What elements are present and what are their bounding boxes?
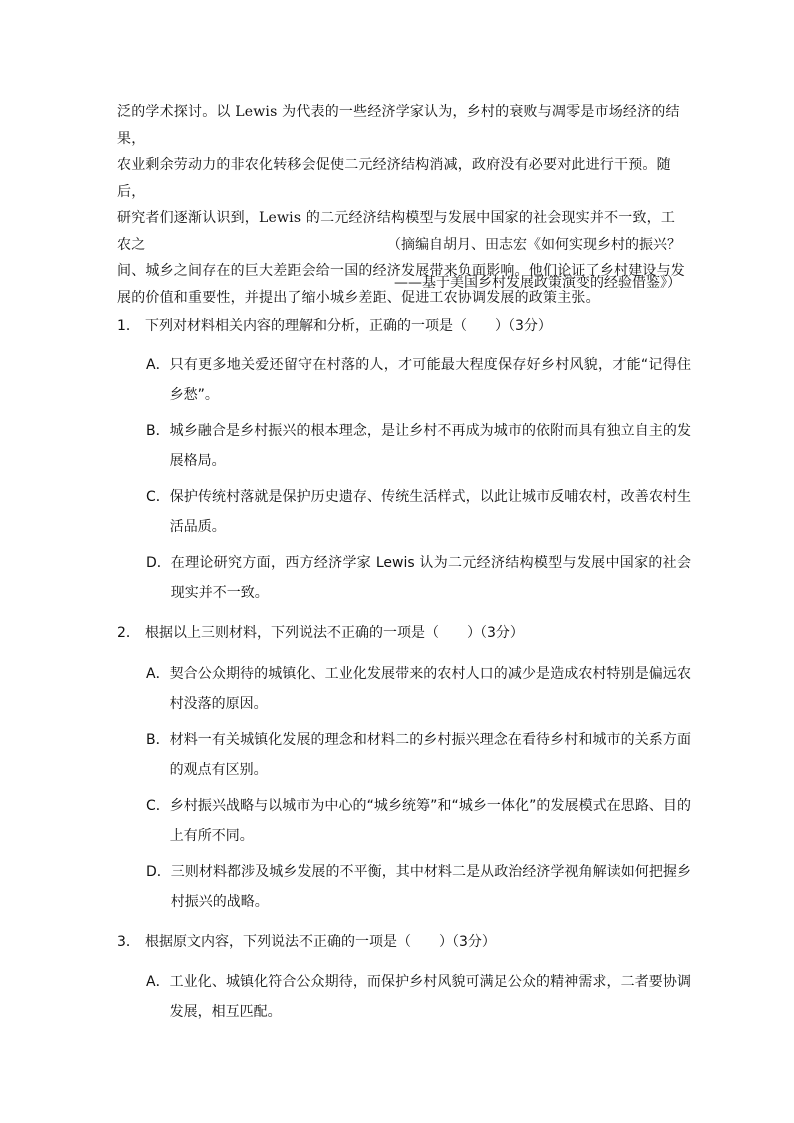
question-score: （3分） — [445, 934, 496, 950]
option-c[interactable] — [146, 791, 691, 851]
question-number: 3． — [117, 934, 140, 950]
option-text: 保护传统村落就是保护历史遗存、传统生活样式，以此让城市反哺农村，改善农村生活品质。 — [169, 489, 691, 535]
question-score: （3分） — [501, 318, 552, 334]
option-text: 材料一有关城镇化发展的理念和材料二的乡村振兴理念在看待乡村和城市的关系方面的观点有区别。 — [169, 732, 691, 778]
option-b[interactable] — [146, 725, 691, 785]
answer-blank[interactable]: （ ） — [397, 934, 453, 950]
option-letter: B． — [146, 423, 170, 439]
option-a[interactable] — [146, 967, 691, 1027]
question-number: 1． — [117, 318, 140, 334]
option-a[interactable] — [146, 659, 691, 719]
option-letter: A． — [146, 974, 170, 990]
option-letter: C． — [146, 798, 170, 814]
option-letter: C． — [146, 489, 170, 505]
option-d[interactable] — [146, 857, 691, 917]
passage-line: 展的价值和重要性，并提出了缩小城乡差距、促进工农协调发展的政策主张。 — [117, 289, 600, 306]
option-letter: B． — [146, 732, 170, 748]
option-text: 三则材料都涉及城乡发展的不平衡，其中材料二是从政治经济学视角解读如何把握乡村振兴的战略。 — [170, 864, 691, 910]
option-text: 工业化、城镇化符合公众期待，而保护乡村风貌可满足公众的精神需求，二者要协调发展，相互匹配。 — [169, 974, 691, 1020]
option-letter: A． — [146, 666, 170, 682]
option-letter: A． — [146, 357, 170, 373]
option-text: 乡村振兴战略与以城市为中心的“城乡统筹”和“城乡一体化”的发展模式在思路、目的上有所不同。 — [169, 798, 691, 844]
option-b[interactable] — [146, 416, 691, 476]
passage-line: 间、城乡之间存在的巨大差距会给一国的经济发展带来负面影响。他们论证了乡村建设与发 — [117, 263, 685, 279]
question-1-stem — [117, 316, 689, 336]
source-citation-line-1: （摘编自胡月、田志宏《如何实现乡村的振兴？ — [387, 237, 681, 253]
question-text: 下列对材料相关内容的理解和分析，正确的一项是 — [145, 318, 453, 334]
answer-blank[interactable]: （ ） — [453, 318, 509, 334]
option-text: 在理论研究方面，西方经济学家 Lewis 认为二元经济结构模型与发展中国家的社会现实并不一致。 — [170, 555, 691, 601]
option-letter: D． — [146, 555, 171, 571]
option-text: 城乡融合是乡村振兴的根本理念，是让乡村不再成为城市的依附而具有独立自主的发展格局。 — [169, 423, 691, 469]
passage-line: 泛的学术探讨。以 Lewis 为代表的一些经济学家认为，乡村的衰败与凋零是市场经济的结果， — [117, 104, 680, 147]
option-text: 只有更多地关爱还留守在村落的人，才可能最大程度保存好乡村风貌，才能“记得住乡愁”。 — [169, 357, 691, 403]
option-d[interactable] — [146, 548, 691, 608]
question-number: 2． — [117, 625, 140, 641]
option-a[interactable] — [146, 350, 691, 410]
option-text: 契合公众期待的城镇化、工业化发展带来的农村人口的减少是造成农村特别是偏远农村没落的原因。 — [169, 666, 691, 712]
passage-line: 农业剩余劳动力的非农化转移会促使二元经济结构消减，政府没有必要对此进行干预。随后， — [117, 157, 671, 200]
question-text: 根据原文内容，下列说法不正确的一项是 — [145, 934, 397, 950]
question-2-stem — [117, 623, 689, 643]
passage-line: 研究者们逐渐认识到，Lewis 的二元经济结构模型与发展中国家的社会现实并不一致，工农之 — [117, 210, 676, 253]
option-c[interactable] — [146, 482, 691, 542]
answer-blank[interactable]: （ ） — [425, 625, 481, 641]
option-letter: D． — [146, 864, 171, 880]
source-citation-line-2: ——基于美国乡村发展政策演变的经验借鉴》） — [394, 275, 681, 291]
question-text: 根据以上三则材料，下列说法不正确的一项是 — [145, 625, 425, 641]
question-3-stem — [117, 932, 689, 952]
question-score: （3分） — [473, 625, 524, 641]
